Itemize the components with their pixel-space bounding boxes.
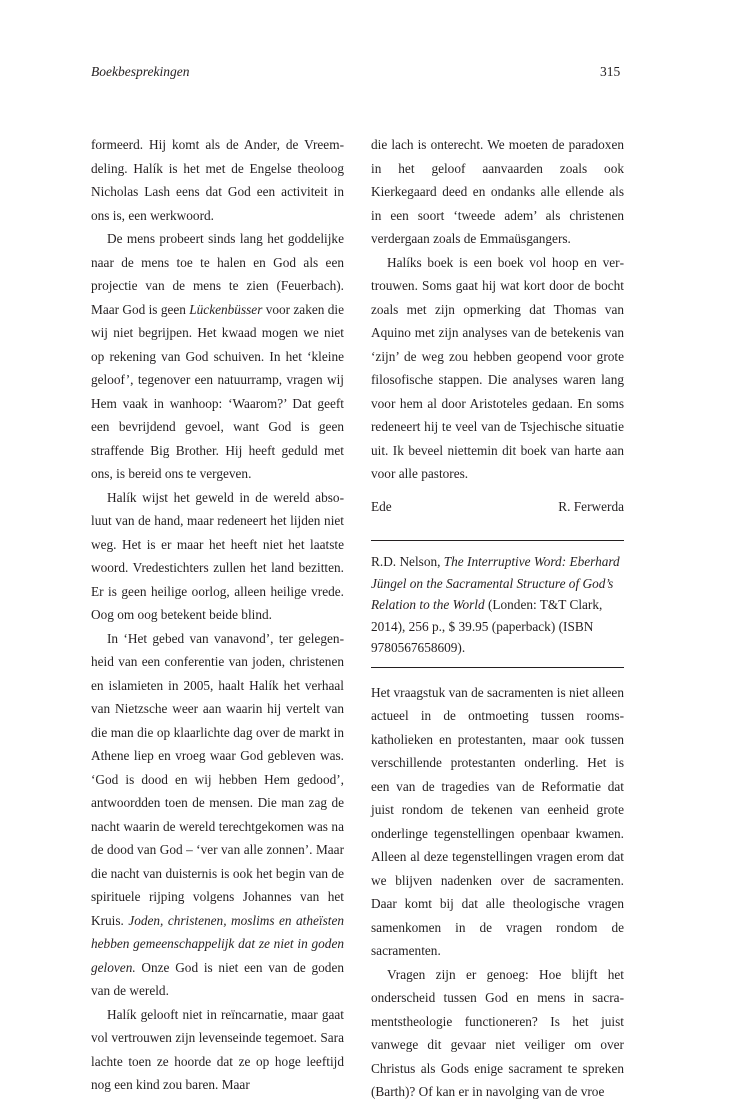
review-body <box>371 681 624 1104</box>
italic-term: Lückenbüsser <box>189 301 263 317</box>
divider-rule <box>371 667 624 668</box>
paragraph: In ‘Het gebed van vanavond’, ter gelegenheid van een conferentie van joden, christenen en islamieten in 2005, haalt Halík het verhaal van Nietzsche weer aan waarin hij vertelt van die man die op klaarlichte dag over de markt in Athene liep en vroeg waar God gebleven was. ‘God is dood en wij hebben Hem gedood’, antwoordden toen de mensen. Die man zag de nacht waarin de wereld terechtgekomen was na de dood van God – ‘ver van alle zonnen’. Maar die nacht van duisternis is ook het begin van de spirituele rijping volgens Johannes van het Kruis. Joden, christenen, moslims en atheïsten hebben gemeenschappelijk dat ze niet in goden geloven. Onze God is niet een van de goden van de wereld. <box>91 630 344 998</box>
left-column <box>91 133 344 1097</box>
right-column <box>371 133 624 1104</box>
paragraph: De mens probeert sinds lang het goddelijke naar de mens toe te halen en God als een projectie van de mens te zien (Feuerbach). Maar God is geen Lückenbüsser voor zaken die wij niet begrijpen. Het kwaad mogen we niet op rekening van God schuiven. In het ‘kleine geloof’, tegenover een natuurramp, vragen wij Hem vaak in wanhoop: ‘Waarom?’ Dat geeft een bevrijdend gevoel, want God is geen straffende Big Brother. Hij heeft geduld met ons, is bereid ons te vergeven. <box>91 231 344 481</box>
paragraph: Halík gelooft niet in reïncarnatie, maar gaat vol vertrouwen zijn levenseinde tegemoet. Sara lachte toen ze hoorde dat ze op hoge leeftijd nog een kind zou baren. Maar <box>91 1006 344 1092</box>
review-signature <box>371 495 624 519</box>
paragraph: Het vraagstuk van de sacramenten is niet alleen actueel in de ontmoeting tussen rooms-katholieken en protestanten, maar ook tussen verschillende protestanten onderling. Het is een van de tragedies van de Reformatie dat juist rondom de tekenen van eenheid grote onderlinge tegenstellingen openbaar kwamen. Alleen al deze tegenstellingen vragen erom dat we blijven nadenken over de sacramenten. Daar komt bij dat alle theologische vragen samenkomen in de vragen rondom de sacramenten. <box>371 684 624 958</box>
paragraph: formeerd. Hij komt als de Ander, de Vreemdeling. Halík is het met de Engelse theoloog Nicholas Lash eens dat God een activiteit in ons is, een werkwoord. <box>91 137 344 223</box>
paragraph: Vragen zijn er genoeg: Hoe blijft het onderscheid tussen God en mens in sacramentstheologie functioneren? Is het juist vanwege dit gevaar niet veiliger om over Christus als Gods enige sacrament te spreken (Barth)? Of kan er in navolging van de vroe <box>371 966 624 1099</box>
bibliographic-entry: R.D. Nelson, The Interruptive Word: Eberhard Jüngel on the Sacramental Structure of God’s Relation to the World (Londen: T&T Clark, 2014), 256 p., $ 39.95 (paperback) (ISBN 9780567658609). <box>371 554 620 655</box>
italic-quote: Joden, christenen, moslims en atheïsten hebben gemeenschappelijk dat ze niet in goden geloven. <box>91 912 344 975</box>
signature-name: R. Ferwerda <box>558 498 624 514</box>
paragraph: Halíks boek is een boek vol hoop en vertrouwen. Soms gaat hij wat kort door de bocht zoals met zijn opmerking dat Thomas van Aquino met zijn analyses van de betekenis van ‘zijn’ de weg zou hebben geopend voor grote filosofische stappen. Die analyses waren lang voor hem al door Aristoteles gedaan. En soms redeneert hij te veel van de Tsjechische situatie uit. Ik beveel niettemin dit boek van harte aan voor alle pastores. <box>371 254 624 481</box>
page-number: 315 <box>600 64 621 79</box>
paragraph: die lach is onterecht. We moeten de paradoxen in het geloof aanvaarden zoals ook Kierkegaard deed en ondanks alle ellende als in een soort ‘tweede adem’ als christenen verdergaan zoals de Emmaüsgangers. <box>371 137 624 246</box>
book-title: The Interruptive Word: Eberhard Jüngel on the Sacramental Structure of God’s Relation to the World <box>371 554 620 612</box>
paragraph: Halík wijst het geweld in de wereld absoluut van de hand, maar redeneert het lijden niet weg. Het is er maar het heeft niet het laatste woord. Vredestichters zullen het land bezitten. Er is geen heilige oorlog, alleen heilige vrede. Oog om oog betekent beide blind. <box>91 489 344 622</box>
signature-place: Ede <box>371 498 392 514</box>
running-header-section: Boekbesprekingen <box>91 64 190 79</box>
